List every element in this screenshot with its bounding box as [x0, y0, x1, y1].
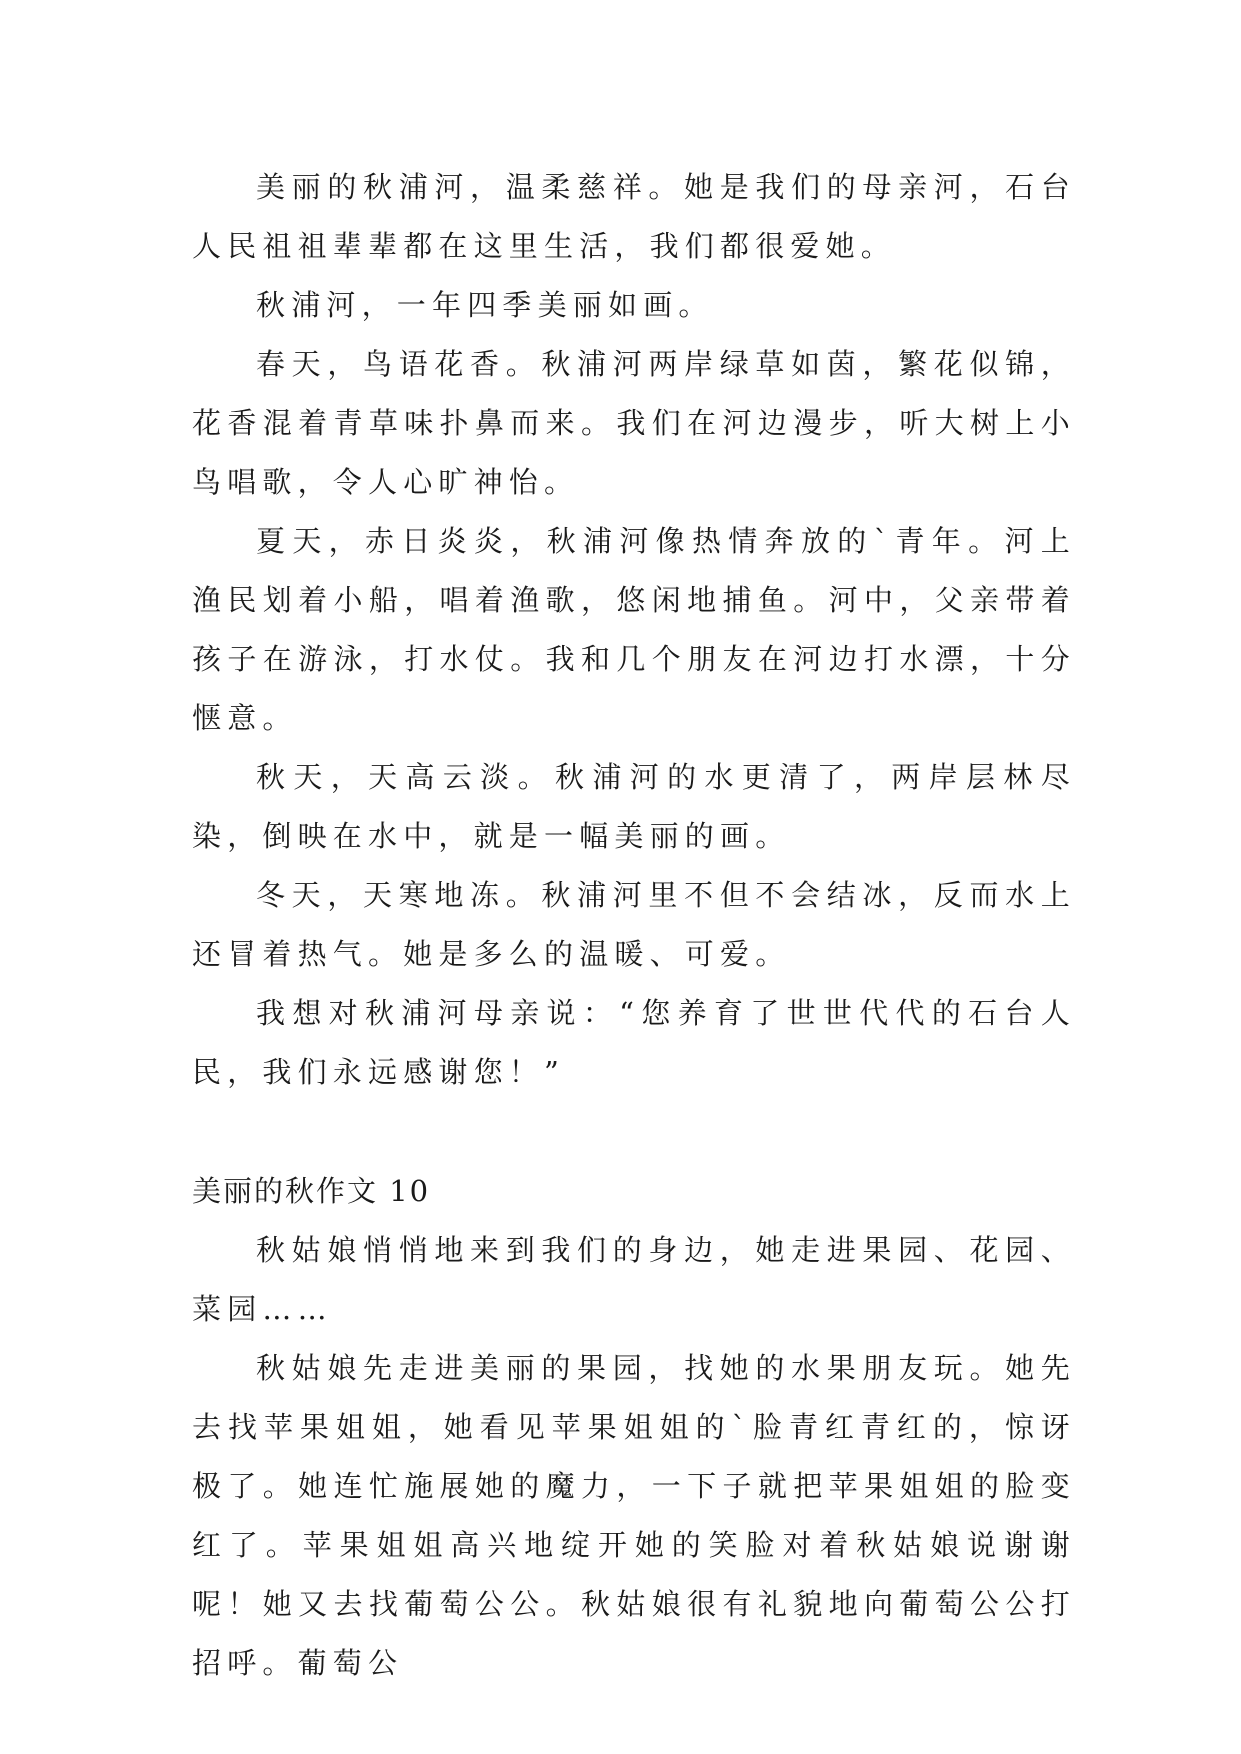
paragraph: 冬天，天寒地冻。秋浦河里不但不会结冰，反而水上还冒着热气。她是多么的温暖、可爱。	[192, 878, 1076, 971]
paragraph: 秋天，天高云淡。秋浦河的水更清了，两岸层林尽染，倒映在水中，就是一幅美丽的画。	[192, 760, 1076, 853]
paragraph: 美丽的秋浦河，温柔慈祥。她是我们的母亲河，石台人民祖祖辈辈都在这里生活，我们都很爱她。	[192, 170, 1076, 263]
paragraph: 我想对秋浦河母亲说：“您养育了世世代代的石台人民，我们永远感谢您！”	[192, 996, 1076, 1089]
paragraph: 春天，鸟语花香。秋浦河两岸绿草如茵，繁花似锦，花香混着青草味扑鼻而来。我们在河边漫步，听大树上小鸟唱歌，令人心旷神怡。	[192, 347, 1076, 499]
paragraph: 秋姑娘悄悄地来到我们的身边，她走进果园、花园、菜园……	[192, 1233, 1076, 1326]
paragraph: 夏天，赤日炎炎，秋浦河像热情奔放的`青年。河上渔民划着小船，唱着渔歌，悠闲地捕鱼。河中，父亲带着孩子在游泳，打水仗。我和几个朋友在河边打水漂，十分惬意。	[192, 524, 1076, 735]
paragraph: 秋姑娘先走进美丽的果园，找她的水果朋友玩。她先去找苹果姐姐，她看见苹果姐姐的`脸青红青红的，惊讶极了。她连忙施展她的魔力，一下子就把苹果姐姐的脸变红了。苹果姐姐高兴地绽开她的笑脸对着秋姑娘说谢谢呢！她又去找葡萄公公。秋姑娘很有礼貌地向葡萄公公打招呼。葡萄公	[192, 1351, 1076, 1680]
document-body	[192, 158, 1076, 1693]
paragraph: 秋浦河，一年四季美丽如画。	[256, 288, 714, 322]
section-heading: 美丽的秋作文 10	[192, 1174, 431, 1208]
